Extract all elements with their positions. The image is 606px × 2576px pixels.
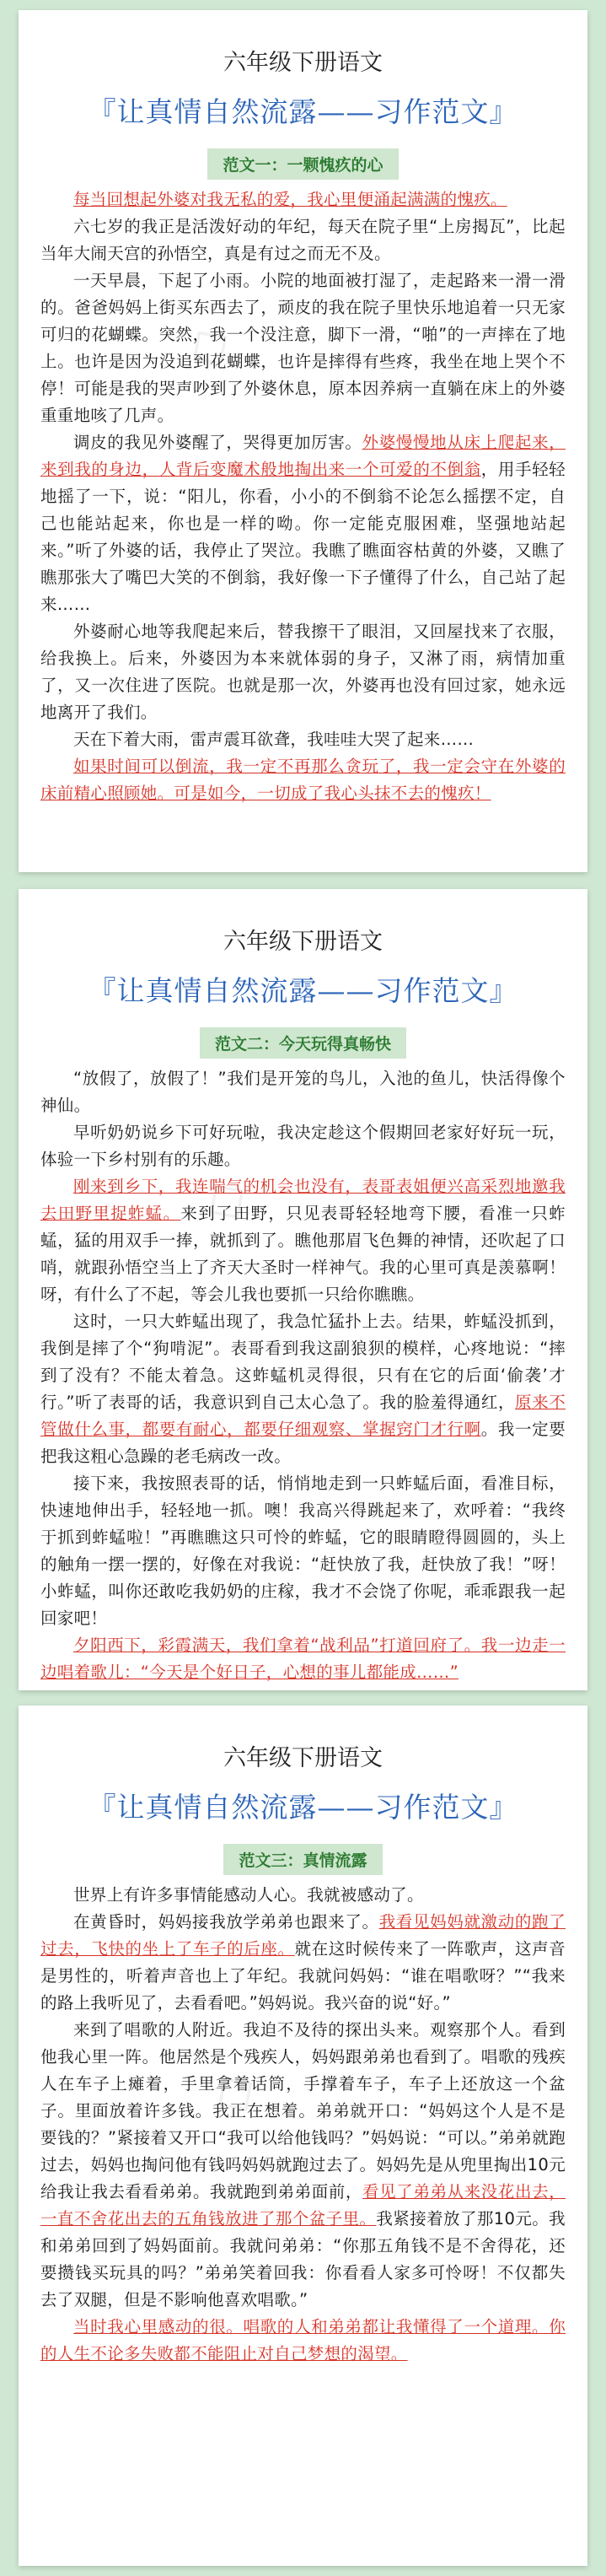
paragraph bbox=[40, 1882, 566, 1909]
paragraph-text: 接下来，我按照表哥的话，悄悄地走到一只蚱蜢后面，看准目标，快速地伸出手，轻轻地一抓。噢！我高兴得跳起来了，欢呼着：“我终于抓到蚱蜢啦！”再瞧瞧这只可怜的蚱蜢，它的眼睛瞪得圆圆的，头上的触角一摆一摆的，好像在对我说：“赶快放了我，赶快放了我！”呀！小蚱蜢，叫你还敢吃我奶奶的庄稼，我才不会饶了你呢，乖乖跟我一起回家吧！ bbox=[40, 1474, 566, 1628]
paragraph bbox=[40, 1308, 566, 1470]
paragraph bbox=[40, 1470, 566, 1632]
essay-title: 『让真情自然流露——习作范文』 bbox=[88, 95, 518, 128]
highlighted-text: 外婆慢慢地从床上爬起来，来到我的身边，人背后变魔术般地掏出来一个可爱的不倒翁 bbox=[40, 433, 566, 479]
paragraph bbox=[40, 726, 566, 753]
essay-body bbox=[40, 1065, 566, 1686]
essay-title: 『让真情自然流露——习作范文』 bbox=[88, 1791, 518, 1824]
highlighted-text: 刚来到乡下，我连喘气的机会也没有，表哥表姐便兴高采烈地邀我去田野里捉蚱蜢。 bbox=[40, 1177, 566, 1223]
paragraph bbox=[40, 429, 566, 618]
essay-card-3 bbox=[19, 1706, 587, 2566]
paragraph-text: “放假了，放假了！”我们是开笼的鸟儿，入池的鱼儿，快活得像个神仙。 bbox=[40, 1069, 566, 1115]
paragraph bbox=[40, 618, 566, 726]
essay-title: 『让真情自然流露——习作范文』 bbox=[88, 974, 518, 1007]
paragraph-text: 在黄昏时，妈妈接我放学弟弟也跟来了。 bbox=[73, 1912, 379, 1932]
highlighted-text: 每当回想起外婆对我无私的爱，我心里便涌起满满的愧疚。 bbox=[73, 190, 507, 209]
paragraph bbox=[40, 1065, 566, 1119]
paragraph bbox=[40, 2314, 566, 2368]
grade-heading: 六年级下册语文 bbox=[223, 1745, 383, 1771]
paragraph bbox=[40, 213, 566, 267]
essay-label: 范文一：一颗愧疚的心 bbox=[207, 148, 398, 180]
paragraph-text: 天在下着大雨，雷声震耳欲聋，我哇哇大哭了起来…… bbox=[73, 730, 475, 749]
highlighted-text: 看见了弟弟从来没花出去，一直不舍花出去的五角钱放进了那个盆子里。 bbox=[40, 2182, 566, 2228]
paragraph bbox=[40, 753, 566, 807]
paragraph-text: 来到了唱歌的人附近。我迫不及待的探出头来。观察那个人。看到他我心里一阵。他居然是个残疾人，妈妈跟弟弟也看到了。唱歌的残疾人在车子上瘫着，手里拿着话筒，手撑着车子，车子上还放这一个盆子。里面放着许多钱。我正在想着。弟弟就开口：“妈妈这个人是不是要钱的？”紧接着又开口“我可以给他钱吗？”妈妈说：“可以。”弟弟就跑过去，妈妈也掏问他有钱吗妈妈就跑过去了。妈妈先是从兜里掏出10元给我让我去看看弟弟。我就跑到弟弟面前， bbox=[40, 2020, 566, 2201]
paragraph-text: ，用手轻轻地摇了一下，说：“阳儿，你看，小小的不倒翁不论怎么摇摆不定，自己也能站起来，你也是一样的呦。你一定能克服困难，坚强地站起来。”听了外婆的话，我停止了哭泣。我瞧了瞧面容枯黄的外婆，又瞧了瞧那张大了嘴巴大笑的不倒翁，我好像一下子懂得了什么，自己站了起来…… bbox=[40, 460, 566, 614]
essay-body bbox=[40, 1882, 566, 2368]
paragraph-text: 。我一定要把我这粗心急躁的老毛病改一改。 bbox=[40, 1420, 566, 1466]
paragraph bbox=[40, 1173, 566, 1308]
watermark: ◇ bbox=[190, 1161, 260, 1237]
paragraph-text: 世界上有许多事情能感动人心。我就被感动了。 bbox=[73, 1885, 424, 1905]
essay-card-2 bbox=[19, 889, 587, 1690]
essay-body bbox=[40, 186, 566, 807]
paragraph-text: 早听奶奶说乡下可好玩啦，我决定趁这个假期回老家好好玩一玩，体验一下乡村别有的乐趣。 bbox=[40, 1123, 566, 1169]
paragraph-text: 六七岁的我正是活泼好动的年纪，每天在院子里“上房揭瓦”，比起当年大闹天宫的孙悟空，真是有过之而无不及。 bbox=[40, 217, 566, 263]
paragraph-text: 调皮的我见外婆醒了，哭得更加厉害。 bbox=[73, 433, 362, 452]
paragraph-text: 来到了田野，只见表哥轻轻地弯下腰，看准一只蚱蜢，猛的用双手一捧，就抓到了。瞧他那眉飞色舞的神情，还吹起了口哨，就跟孙悟空当上了齐天大圣时一样神气。我的心里可真是羡慕啊！呀，有什么了不起，等会儿我也要抓一只给你瞧瞧。 bbox=[40, 1204, 566, 1304]
highlighted-text: 当时我心里感动的很。唱歌的人和弟弟都让我懂得了一个道理。你的人生不论多失败都不能阻止对自己梦想的渴望。 bbox=[40, 2317, 566, 2363]
paragraph-text: 一天早晨，下起了小雨。小院的地面被打湿了，走起路来一滑一滑的。爸爸妈妈上街买东西去了，顽皮的我在院子里快乐地追着一只无家可归的花蝴蝶。突然，我一个没注意，脚下一滑，“啪”的一声摔在了地上。也许是因为没追到花蝴蝶，也许是摔得有些疼，我坐在地上哭个不停！可能是我的哭声吵到了外婆休息，原本因养病一直躺在床上的外婆重重地咳了几声。 bbox=[40, 271, 566, 425]
highlighted-text: 夕阳西下，彩霞满天，我们拿着“战利品”打道回府了。我一边走一边唱着歌儿：“今天是个好日子，心想的事儿都能成……” bbox=[40, 1636, 566, 1682]
highlighted-text: 如果时间可以倒流，我一定不再那么贪玩了，我一定会守在外婆的床前精心照顾她。可是如今，一切成了我心头抹不去的愧疚！ bbox=[40, 757, 566, 803]
essay-card-1 bbox=[19, 10, 587, 872]
watermark: ◇ bbox=[198, 2053, 268, 2129]
paragraph bbox=[40, 186, 566, 213]
highlighted-text: 原来不管做什么事，都要有耐心，都要仔细观察、掌握窍门才行啊 bbox=[40, 1393, 566, 1439]
essay-label: 范文二：今天玩得真畅快 bbox=[200, 1027, 406, 1059]
paragraph-text: 这时，一只大蚱蜢出现了，我急忙猛扑上去。结果，蚱蜢没抓到，我倒是摔了个“狗啃泥”。表哥看到我这副狼狈的模样，心疼地说：“摔到了没有？不能太着急。这蚱蜢机灵得很，只有在它的后面‘偷袭’才行。”听了表哥的话，我意识到自己太心急了。我的脸羞得通红， bbox=[40, 1312, 566, 1412]
paragraph bbox=[40, 1632, 566, 1686]
grade-heading: 六年级下册语文 bbox=[223, 929, 383, 955]
paragraph bbox=[40, 1909, 566, 2017]
highlighted-text: 我看见妈妈就激动的跑了过去，飞快的坐上了车子的后座。 bbox=[40, 1912, 566, 1959]
grade-heading: 六年级下册语文 bbox=[223, 50, 383, 76]
essay-label: 范文三：真情流露 bbox=[223, 1844, 382, 1875]
paragraph-text: 我紧接着放了那10元。我和弟弟回到了妈妈面前。我就问弟弟：“你那五角钱不是不舍得花，还要攒钱买玩具的吗？”弟弟笑着回我：你看看人家多可怜呀！不仅都失去了双腿，但是不影响他喜欢唱歌。” bbox=[40, 2209, 566, 2309]
paragraph-text: 外婆耐心地等我爬起来后，替我擦干了眼泪，又回屋找来了衣服，给我换上。后来，外婆因为本来就体弱的身子，又淋了雨，病情加重了，又一次住进了医院。也就是那一次，外婆再也没有回过家，她永远地离开了我们。 bbox=[40, 622, 566, 722]
paragraph bbox=[40, 2017, 566, 2314]
paragraph-text: 就在这时候传来了一阵歌声，这声音是男性的，听着声音也上了年纪。我就问妈妈：“谁在唱歌呀？”“我来的路上我听见了，去看看吧。”妈妈说。我兴奋的说“好。” bbox=[40, 1939, 566, 2013]
paragraph bbox=[40, 267, 566, 429]
watermark: ◇ bbox=[173, 307, 243, 383]
paragraph bbox=[40, 1119, 566, 1173]
